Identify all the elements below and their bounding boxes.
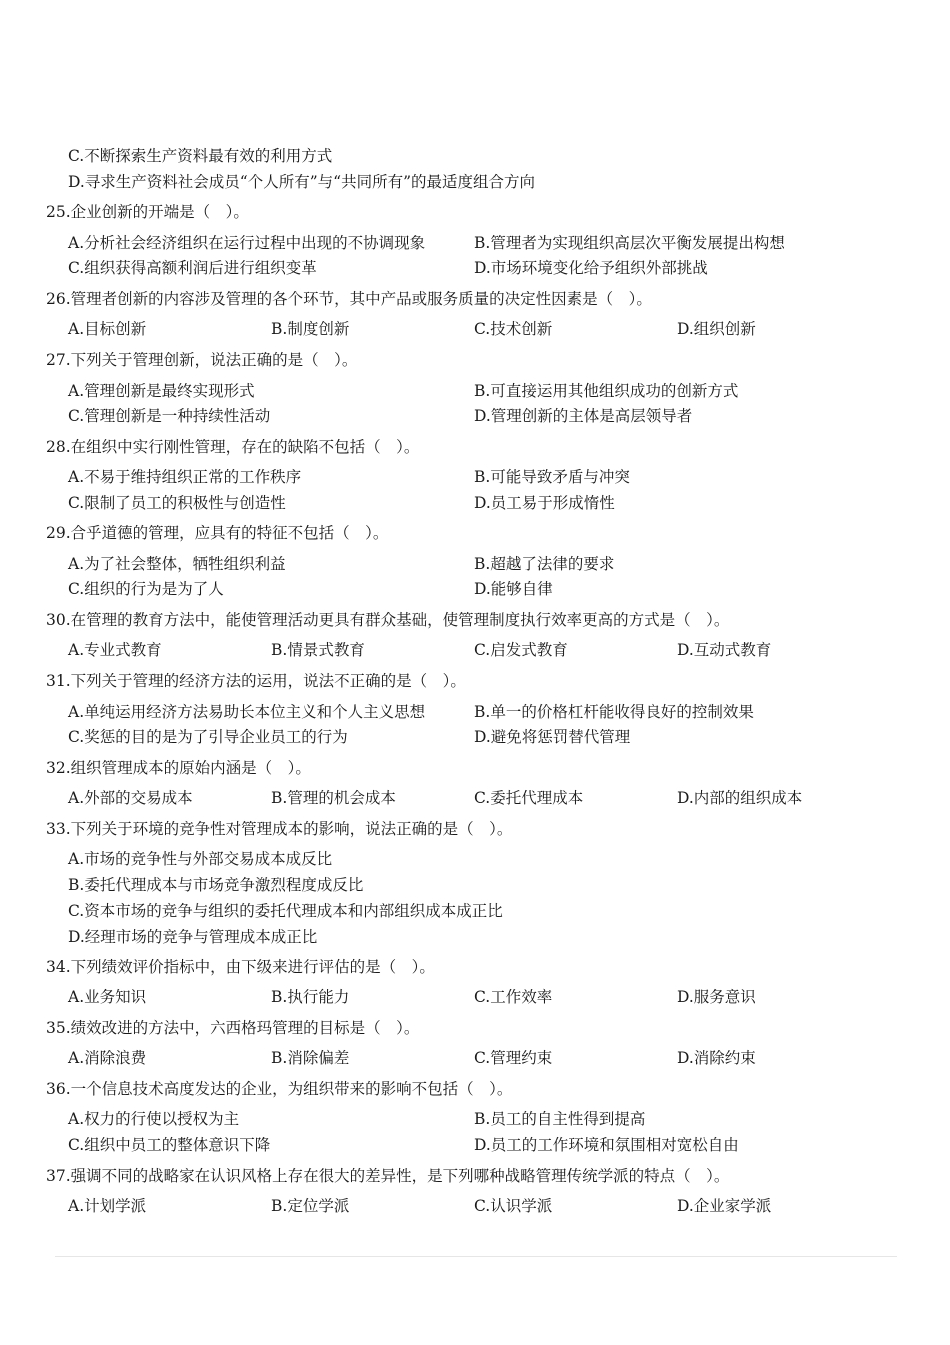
question-31-stem: 31.下列关于管理的经济方法的运用，说法不正确的是（ ）。	[46, 672, 466, 690]
option-29-c: C.组织的行为是为了人	[68, 580, 224, 598]
option-36-a: A.权力的行使以授权为主	[68, 1110, 240, 1128]
question-29-stem: 29.合乎道德的管理，应具有的特征不包括（ ）。	[46, 524, 389, 542]
option-34-b: B.执行能力	[271, 988, 350, 1006]
option-34-c: C.工作效率	[474, 988, 553, 1006]
option-35-b: B.消除偏差	[271, 1049, 350, 1067]
question-25-stem: 25.企业创新的开端是（ ）。	[46, 203, 249, 221]
option-30-d: D.互动式教育	[677, 641, 772, 659]
question-28-stem: 28.在组织中实行刚性管理，存在的缺陷不包括（ ）。	[46, 438, 420, 456]
option-37-c: C.认识学派	[474, 1197, 553, 1215]
question-37-stem: 37.强调不同的战略家在认识风格上存在很大的差异性，是下列哪种战略管理传统学派的特点（ ）。	[46, 1167, 730, 1185]
option-26-d: D.组织创新	[677, 320, 756, 338]
option-35-c: C.管理约束	[474, 1049, 553, 1067]
question-33-stem: 33.下列关于环境的竞争性对管理成本的影响，说法正确的是（ ）。	[46, 820, 513, 838]
option-32-a: A.外部的交易成本	[68, 789, 193, 807]
option-30-c: C.启发式教育	[474, 641, 568, 659]
option-33-b: B.委托代理成本与市场竞争激烈程度成反比	[68, 876, 364, 894]
option-36-d: D.员工的工作环境和氛围相对宽松自由	[474, 1136, 739, 1154]
option-27-a: A.管理创新是最终实现形式	[68, 382, 255, 400]
option-37-d: D.企业家学派	[677, 1197, 772, 1215]
option-35-d: D.消除约束	[677, 1049, 756, 1067]
footer-divider	[55, 1256, 897, 1257]
option-32-c: C.委托代理成本	[474, 789, 584, 807]
question-36-stem: 36.一个信息技术高度发达的企业，为组织带来的影响不包括（ ）。	[46, 1080, 513, 1098]
option-24-c: C.不断探索生产资料最有效的利用方式	[68, 147, 333, 165]
option-26-a: A.目标创新	[68, 320, 147, 338]
question-35-stem: 35.绩效改进的方法中，六西格玛管理的目标是（ ）。	[46, 1019, 420, 1037]
option-34-d: D.服务意识	[677, 988, 756, 1006]
option-26-c: C.技术创新	[474, 320, 553, 338]
option-30-a: A.专业式教育	[68, 641, 162, 659]
option-28-b: B.可能导致矛盾与冲突	[474, 468, 630, 486]
option-25-c: C.组织获得高额利润后进行组织变革	[68, 259, 317, 277]
option-24-d: D.寻求生产资料社会成员“个人所有”与“共同所有”的最适度组合方向	[68, 173, 536, 191]
question-34-stem: 34.下列绩效评价指标中，由下级来进行评估的是（ ）。	[46, 958, 435, 976]
option-25-b: B.管理者为实现组织高层次平衡发展提出构想	[474, 234, 785, 252]
option-30-b: B.情景式教育	[271, 641, 365, 659]
option-29-b: B.超越了法律的要求	[474, 555, 615, 573]
option-36-c: C.组织中员工的整体意识下降	[68, 1136, 271, 1154]
option-27-d: D.管理创新的主体是高层领导者	[474, 407, 693, 425]
option-33-c: C.资本市场的竞争与组织的委托代理成本和内部组织成本成正比	[68, 902, 503, 920]
option-25-d: D.市场环境变化给予组织外部挑战	[474, 259, 708, 277]
option-27-c: C.管理创新是一种持续性活动	[68, 407, 271, 425]
option-32-b: B.管理的机会成本	[271, 789, 396, 807]
question-26-stem: 26.管理者创新的内容涉及管理的各个环节，其中产品或服务质量的决定性因素是（ ）。	[46, 290, 652, 308]
question-27-stem: 27.下列关于管理创新，说法正确的是（ ）。	[46, 351, 358, 369]
question-32-stem: 32.组织管理成本的原始内涵是（ ）。	[46, 759, 311, 777]
option-28-c: C.限制了员工的积极性与创造性	[68, 494, 286, 512]
option-29-a: A.为了社会整体，牺牲组织利益	[68, 555, 286, 573]
option-25-a: A.分析社会经济组织在运行过程中出现的不协调现象	[68, 234, 426, 252]
option-27-b: B.可直接运用其他组织成功的创新方式	[474, 382, 739, 400]
option-28-d: D.员工易于形成惰性	[474, 494, 615, 512]
option-31-c: C.奖惩的目的是为了引导企业员工的行为	[68, 728, 348, 746]
option-31-d: D.避免将惩罚替代管理	[474, 728, 631, 746]
question-30-stem: 30.在管理的教育方法中，能使管理活动更具有群众基础，使管理制度执行效率更高的方式是（ ）。	[46, 611, 730, 629]
option-28-a: A.不易于维持组织正常的工作秩序	[68, 468, 302, 486]
option-32-d: D.内部的组织成本	[677, 789, 803, 807]
option-33-d: D.经理市场的竞争与管理成本成正比	[68, 928, 318, 946]
option-36-b: B.员工的自主性得到提高	[474, 1110, 646, 1128]
option-37-b: B.定位学派	[271, 1197, 350, 1215]
option-37-a: A.计划学派	[68, 1197, 147, 1215]
option-35-a: A.消除浪费	[68, 1049, 147, 1067]
option-29-d: D.能够自律	[474, 580, 553, 598]
option-31-a: A.单纯运用经济方法易助长本位主义和个人主义思想	[68, 703, 426, 721]
option-26-b: B.制度创新	[271, 320, 350, 338]
option-33-a: A.市场的竞争性与外部交易成本成反比	[68, 850, 333, 868]
option-31-b: B.单一的价格杠杆能收得良好的控制效果	[474, 703, 754, 721]
option-34-a: A.业务知识	[68, 988, 147, 1006]
